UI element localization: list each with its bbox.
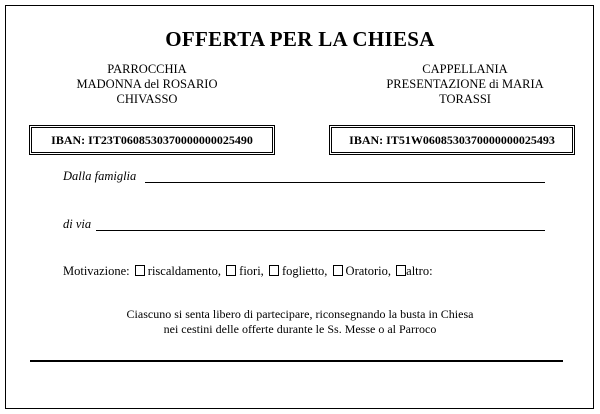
via-label: di via: [63, 217, 92, 231]
altro-checkbox[interactable]: [396, 265, 406, 276]
instructions-note: [0, 307, 600, 337]
parish-left-line2: MADONNA del ROSARIO: [76, 77, 218, 91]
parish-right-line2: PRESENTAZIONE di MARIA: [386, 77, 544, 91]
parish-left-line3: CHIVASSO: [116, 92, 178, 106]
bottom-separator-line: [30, 360, 563, 362]
note-line1: Ciascuno si senta libero di partecipare, riconsegnando la busta in Chiesa: [126, 307, 474, 321]
foglietto-label: foglietto,: [281, 264, 328, 278]
motivazione-label: Motivazione:: [63, 264, 130, 278]
famiglia-label: Dalla famiglia: [63, 169, 137, 183]
note-line2: nei cestini delle offerte durante le Ss. Messe o al Parroco: [163, 322, 437, 336]
riscaldamento-checkbox[interactable]: [135, 265, 145, 276]
oratorio-checkbox[interactable]: [333, 265, 343, 276]
parish-left-line1: PARROCCHIA: [107, 62, 187, 76]
parish-right-line3: TORASSI: [439, 92, 491, 106]
iban-right-box: IBAN: IT51W0608530370000000025493: [331, 127, 573, 153]
famiglia-input-line[interactable]: [145, 182, 545, 183]
parish-right-block: [360, 62, 570, 107]
iban-left-box: IBAN: IT23T0608530370000000025490: [31, 127, 273, 153]
motivazione-row: [63, 264, 433, 279]
altro-label: altro:: [406, 264, 433, 278]
fiori-label: fiori,: [239, 264, 264, 278]
riscaldamento-label: riscaldamento,: [147, 264, 222, 278]
foglietto-checkbox[interactable]: [269, 265, 279, 276]
fiori-checkbox[interactable]: [226, 265, 236, 276]
parish-left-block: [62, 62, 232, 107]
via-input-line[interactable]: [96, 230, 545, 231]
oratorio-label: Oratorio,: [345, 264, 392, 278]
parish-right-line1: CAPPELLANIA: [422, 62, 508, 76]
form-title: OFFERTA PER LA CHIESA: [165, 27, 435, 51]
